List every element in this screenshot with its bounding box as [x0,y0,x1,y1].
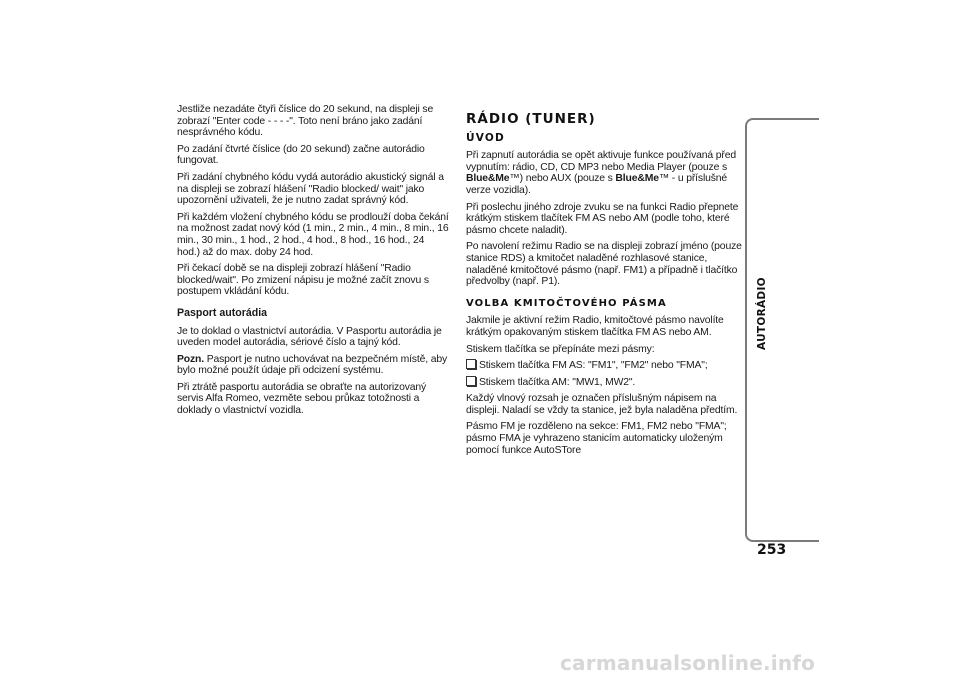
bullet-item [466,376,742,389]
paragraph: Při každém vložení chybného kódu se prodlouží doba čekání na možnost zadat nový kód (1 min., 2 min., 4 min., 8 min., 16 min., 30 min., 1 hod., 2 hod., 4 hod., 8 hod., 16 hod., 24 hod.) až do max. doby 24 hod. [177,211,449,258]
right-column [466,104,742,461]
note-paragraph [177,354,449,377]
paragraph: Při čekací době se na displeji zobrazí hlášení "Radio blocked/wait". Po zmizení nápisu je možné začít znovu s postupem vkládání kódu. [177,263,429,298]
paragraph: Pásmo FM je rozděleno na sekce: FM1, FM2 nebo "FMA"; pásmo FMA je vyhrazeno stanicím automaticky uloženým pomocí funkce AutoSTore [466,421,727,456]
bullet-text: Stiskem tlačítka AM: "MW1, MW2". [479,376,636,388]
text-run: ™ - u příslušné verze vozidla). [466,173,728,196]
bullet-item [466,359,742,372]
bullet-text: Stiskem tlačítka FM AS: "FM1", "FM2" nebo "FMA"; [479,360,708,372]
heading-pasport: Pasport autorádia [177,306,268,319]
text-run: ™) nebo AUX (pouze s [509,173,616,185]
left-column [177,104,449,422]
checkbox-bullet-icon [466,359,476,369]
section-title: RÁDIO (TUNER) [466,111,596,127]
watermark: carmanualsonline.info [560,651,816,675]
checkbox-bullet-icon [466,376,476,386]
paragraph: Stiskem tlačítka se přepínáte mezi pásmy: [466,343,655,355]
paragraph: Jakmile je aktivní režim Radio, kmitočtové pásmo navolíte krátkým opakovaným stiskem tlačítka FM AS nebo AM. [466,315,724,338]
brand-name: Blue&Me [466,173,510,185]
paragraph: Jestliže nezadáte čtyři číslice do 20 sekund, na displeji se zobrazí "Enter code - - - -". Toto není bráno jako zadání nesprávného kódu. [177,104,434,139]
paragraph: Je to doklad o vlastnictví autorádia. V Pasportu autorádia je uveden model autorádia, sériové číslo a tajný kód. [177,325,442,349]
chapter-tab-label: AUTORÁDIO [756,277,768,350]
subsection-volba: VOLBA KMITOČTOVÉHO PÁSMA [466,297,667,309]
paragraph: Při zadání chybného kódu vydá autorádio akustický signál a na displeji se zobrazí hlášení "Radio blocked/ wait" jako upozornění uživateli, že je nutno zadat správný kód. [177,171,444,207]
page-number: 253 [757,542,787,558]
paragraph [466,150,742,196]
paragraph: Při poslechu jiného zdroje zvuku se na funkci Radio přepnete krátkým stiskem tlačítek FM AS nebo AM (podle toho, které pásmo chcete naladit). [466,201,739,236]
note-text: Pasport je nutno uchovávat na bezpečném místě, aby bylo možné použít údaje při odcizení systému. [177,353,447,377]
paragraph: Po zadání čtvrté číslice (do 20 sekund) začne autorádio fungovat. [177,143,425,167]
note-label: Pozn. [177,353,204,365]
subsection-uvod: ÚVOD [466,131,505,144]
paragraph: Po navolení režimu Radio se na displeji zobrazí jméno (pouze stanice RDS) a kmitočet naladěné rozhlasové stanice, naladěné kmitočtové pásmo (např. FM1) a případně i tlačítko předvolby (např. P1). [466,241,742,288]
brand-name: Blue&Me [615,173,659,185]
paragraph: Při ztrátě pasportu autorádia se obraťte na autorizovaný servis Alfa Romeo, vezměte sebou průkaz totožnosti a doklady o vlastnictví vozidla. [177,381,427,417]
text-run: Při zapnutí autorádia se opět aktivuje funkce používaná před vypnutím: rádio, CD, CD MP3 nebo Media Player (pouze s [466,150,736,173]
paragraph: Každý vlnový rozsah je označen příslušným nápisem na displeji. Naladí se vždy ta stanice, jež byla naladěna předtím. [466,393,738,416]
